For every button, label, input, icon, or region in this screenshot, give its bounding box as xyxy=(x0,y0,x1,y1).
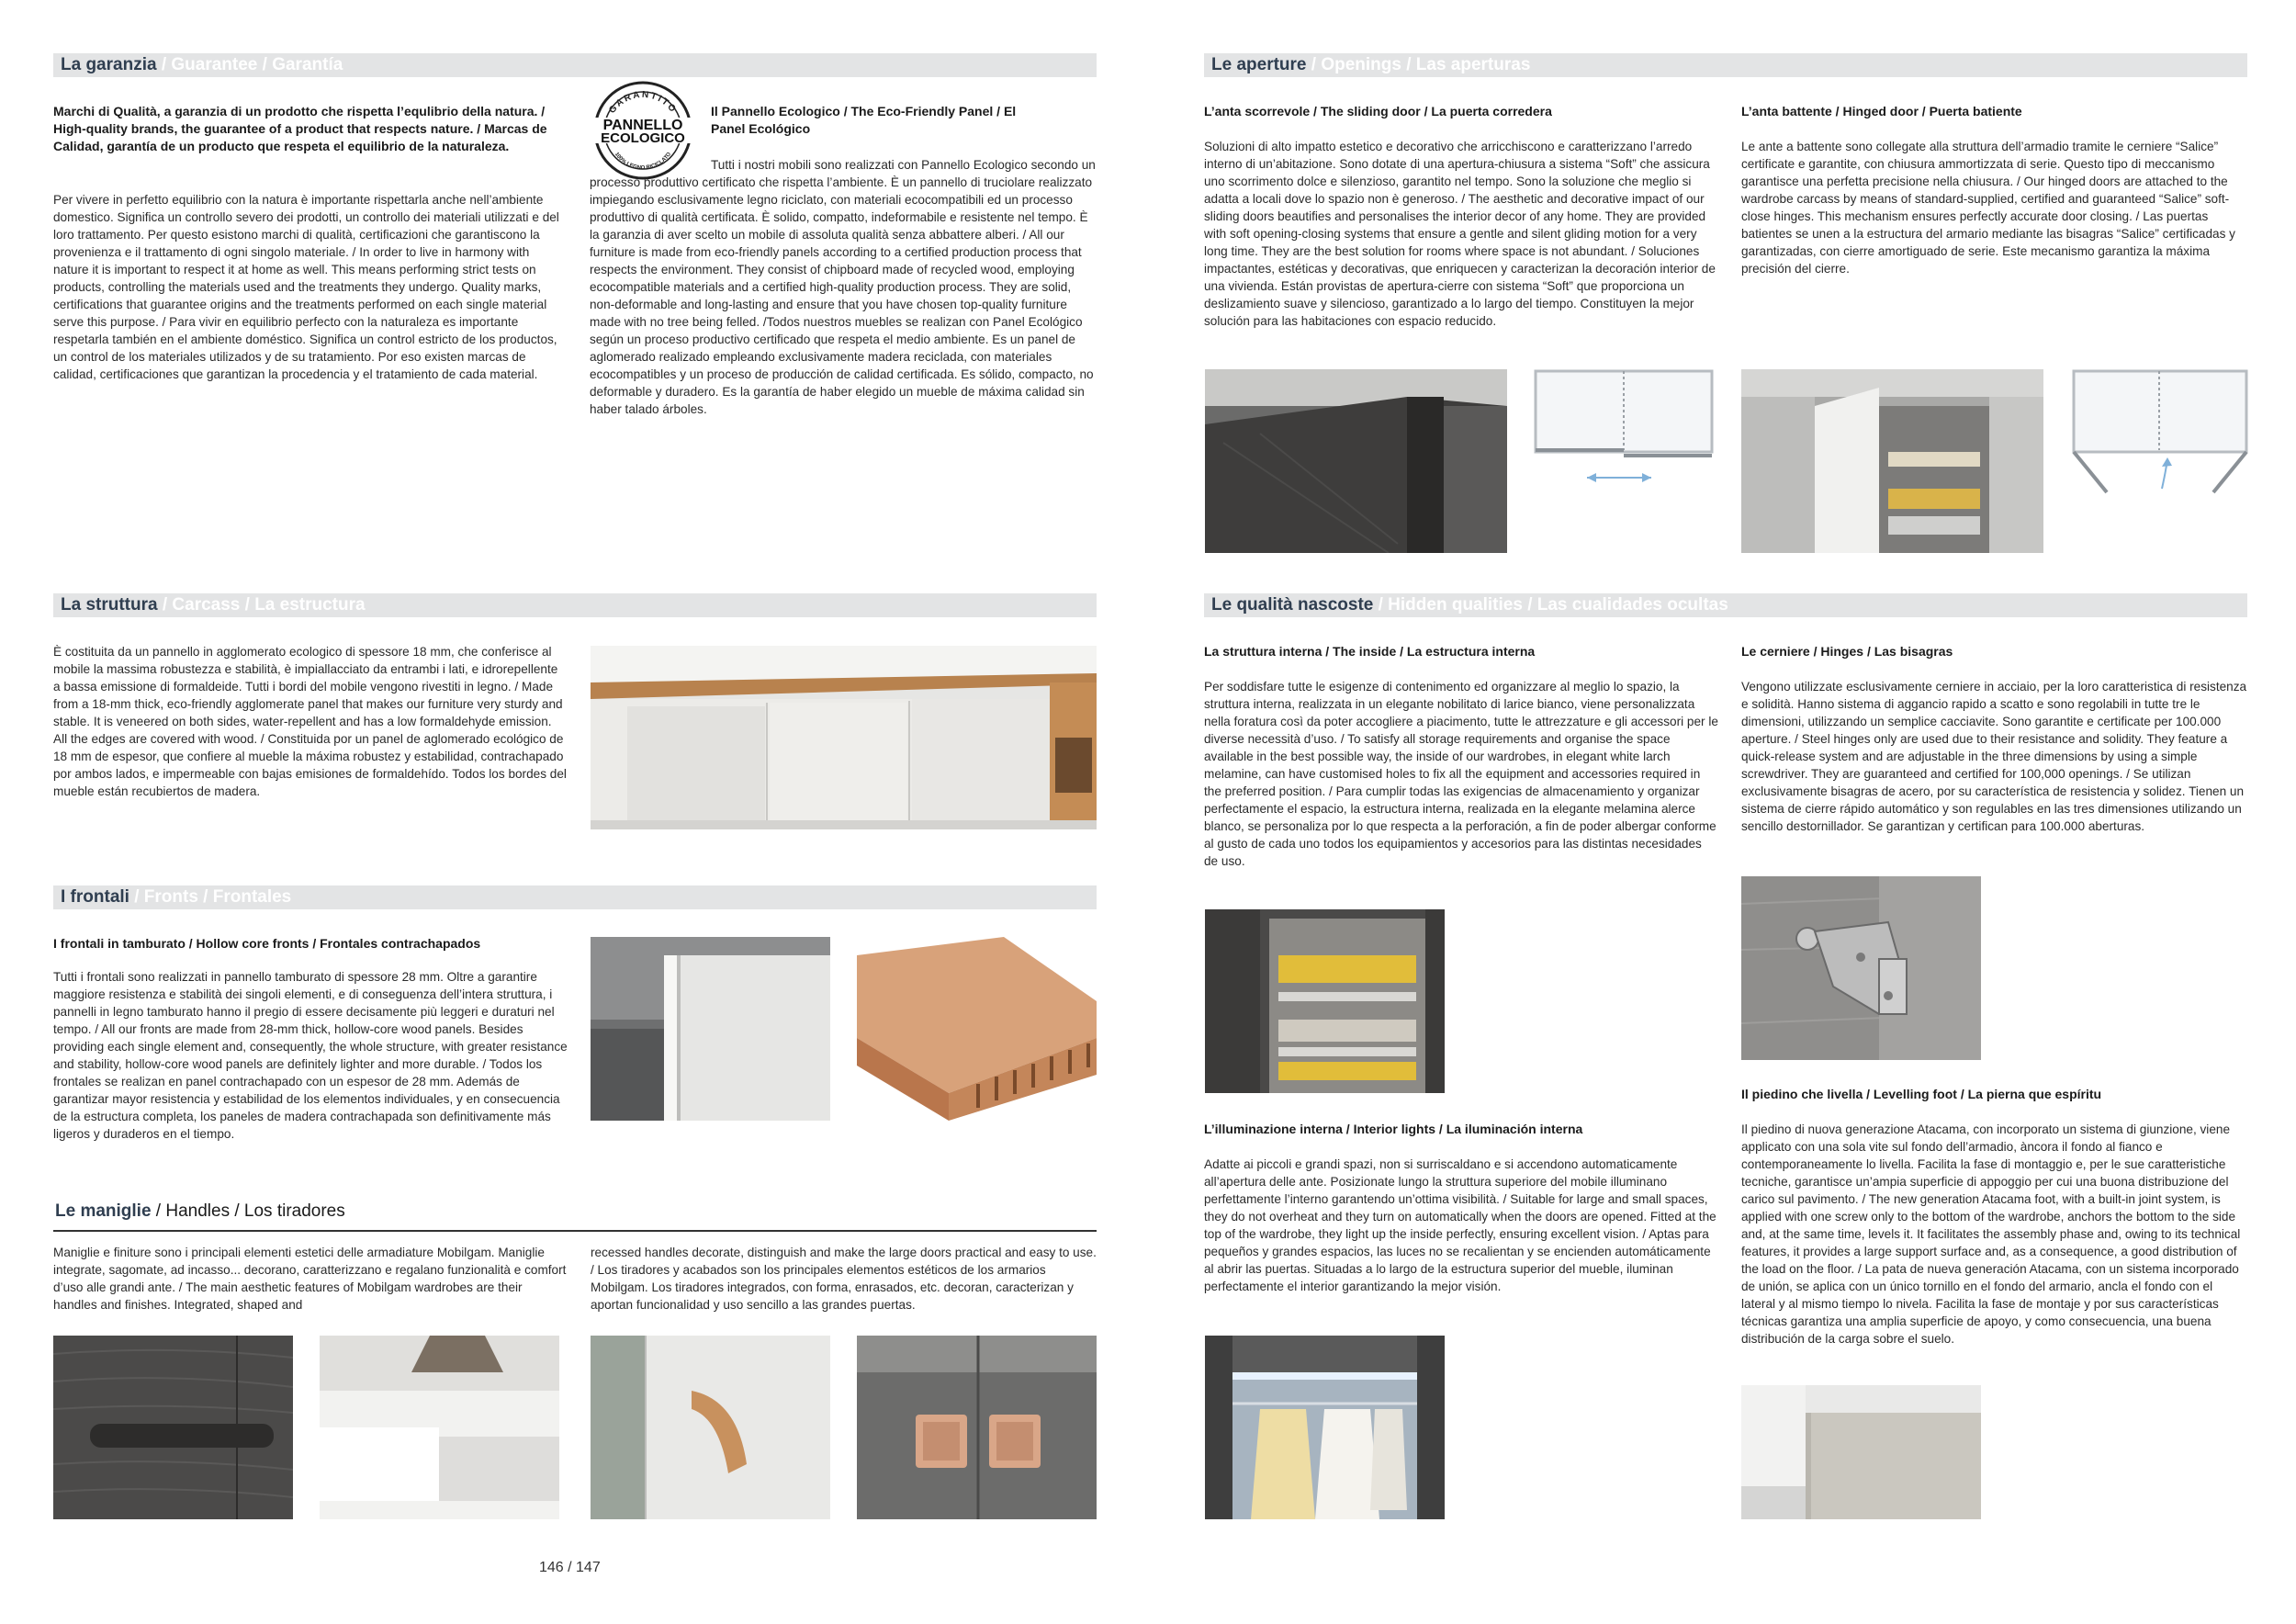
fronts-photo-edge xyxy=(591,937,830,1121)
lights-body: Adatte ai piccoli e grandi spazi, non si surriscaldano e si accendono automaticamente all’apertura delle ante. Posizionate lungo la struttura superiore del mobile illuminano perfettamente l’interno garantendo un’ottima visibilità. / Suitable for large and small spaces, they do not overheat and they turn on automatically when the doors are opened. Fitted at the top of the wardrobe, they light up the inside perfectly, ensuring excellent vision. / Aptas para pequeños y grandes espacios, las luces no se recalientan y se encienden automáticamente al abrir las puertas. Situadas a lo largo de la estructura superior del mueble, iluminan perfectamente el interior garantizando la mejor visión. xyxy=(1204,1157,1716,1293)
section-title-translation: / Fronts / Frontales xyxy=(129,887,292,907)
section-title: La struttura xyxy=(61,595,158,615)
fronts-subtitle: I frontali in tamburato / Hollow core fronts / Frontales contrachapados xyxy=(53,936,481,951)
handle-photo-4 xyxy=(857,1336,1097,1519)
sliding-door-title: L’anta scorrevole / The sliding door / La puerta corredera xyxy=(1204,104,1552,118)
section-bar-openings xyxy=(1204,53,2247,77)
inside-body: Per soddisfare tutte le esigenze di contenimento ed organizzare al meglio lo spazio, la struttura interna, realizzata in un elegante nobilitato di larice bianco, viene personalizzata nella foratura così da poter accogliere a piacimento, tutte le attrezzature e gli accessori per le diverse necessità d’uso. / To satisfy all storage requirements and organise the space available in the best possible way, the inside of our wardrobes, in elegant white larch melamine, can have customised holes to fix all the equipment and accessories required in the preferred position. / Para cumplir todas las exigencias de almacenamiento y organizar perfectamente el espacio, la estructura interna, realizada en la elegante melamina alerce blanco, se personaliza por lo que respecta a la perforación, a fin de poder albergar conforme al gusto de cada uno todos los equipamientos y accesorios para las distintas necesidades de uso. xyxy=(1204,680,1718,868)
section-title-translation: / Carcass / La estructura xyxy=(157,595,366,615)
sliding-door-body: Soluzioni di alto impatto estetico e decorativo che arricchiscono e caratterizzano l’arredo interno di un’abitazione. Sono dotate di una apertura-chiusura a sistema “Soft” che assicura uno scorrimento dolce e silenzioso, garantito nel tempo. Sono la soluzione che meglio si adatta a locali dove lo spazio non è generoso. / The aesthetic and decorative impact of our sliding doors beautifies and personalises the interior decor of any home. They are provided with soft opening-closing systems that ensure a gentle and silent gliding motion for a very long time. They are the best solution for rooms where space is not abundant. / Soluciones impactantes, estéticas y decorativas, que enriquecen y caracterizan la decoración interior de una vivienda. Están provistas de apertura-cierre con sistema “Soft” que proporciona un deslizamiento suave y silencioso, garantizado a lo largo del tiempo. Constituyen la mejor solución para las habitaciones con espacio reducido. xyxy=(1204,140,1716,328)
section-title-translation: / Guarantee / Garantía xyxy=(156,55,343,74)
section-title-handles xyxy=(55,1201,345,1222)
section-bar-hidden-qualities xyxy=(1204,593,2247,617)
logo-line2: ECOLOGICO xyxy=(601,130,685,146)
section-title: Le qualità nascoste xyxy=(1211,595,1374,615)
fronts-body: Tutti i frontali sono realizzati in pannello tamburato di spessore 28 mm. Oltre a garantire maggiore resistenza e stabilità dei singoli elementi, e di conseguenza dell’intera struttura, i pannelli in legno tamburato hanno il pregio di essere decisamente più leggeri e duraturi nel tempo. / All our fronts are made from 28-mm thick, hollow-core wood panels. Besides providing each single element and, consequently, the whole structure, with greater resistance and stability, hollow-core wood panels are definitely lighter and more durable. / Todos los frontales se realizan en panel contrachapado con un espesor de 28 mm. Además de garantizar mayor resistencia y estabilidad de los elementos individuales, y en consecuencia de la estructura completa, los paneles de madera contrachapada son definitivamente más ligeros y duraderos en el tiempo. xyxy=(53,970,568,1141)
fronts-photo-honeycomb xyxy=(857,937,1097,1121)
hinges-title: Le cerniere / Hinges / Las bisagras xyxy=(1741,644,1953,659)
eco-panel-title: Il Pannello Ecologico / The Eco-Friendly Panel / El Panel Ecológico xyxy=(711,104,1017,136)
lights-title: L’illuminazione interna / Interior lights / La iluminación interna xyxy=(1204,1122,1583,1136)
levelling-foot-title: Il piedino che livella / Levelling foot / La pierna que espíritu xyxy=(1741,1087,2102,1101)
levelling-foot-body: Il piedino di nuova generazione Atacama, con incorporato un sistema di giunzione, viene applicato con una sola vite sul fondo dell’armadio, àncora il fondo al fianco e contemporaneamente lo livella. Facilita la fase di montaggio e, per le sue caratteristiche tecniche, garantisce un’ampia superficie di appoggio per cui una buona distribuzione del carico sul pavimento. / The new generation Atacama foot, with a built-in joint system, is applied with one screw only to the bottom of the wardrobe, anchors the bottom to the side and, at the same time, levels it. It facilitates the assembly phase and, owing to its technical features, it provides a large support surface and, as a consequence, a good distribution of the load on the floor. / La pata de nueva generación Atacama, con un sistema incorporado de unión, se aplica con un único tornillo en el fondo del armario, ancla el fondo con el lateral y al mismo tiempo lo nivela. Facilita la fase de montaje y por sus características técnicas garantiza una amplia superficie de apoyo, y como consecuencia, una buena distribución de la carga sobre el suelo. xyxy=(1741,1122,2241,1346)
inside-title: La struttura interna / The inside / La estructura interna xyxy=(1204,644,1536,659)
handle-photo-2 xyxy=(320,1336,559,1519)
guarantee-body: Per vivere in perfetto equilibrio con la natura è importante rispettarla anche nell’ambiente domestico. Significa un controllo severo dei prodotti, un controllo dei materiali utilizzati e del loro trattamento. Per questo esistono marchi di qualità, certificazioni che garantiscono la provenienza e il trattamento di ogni singolo materiale. / In order to live in harmony with nature it is important to respect it at home as well. This means performing strict tests on products, controlling the materials used and the treatments they undergo. Quality marks, certifications that guarantee origins and the treatments performed on each single material serve this purpose. / Para vivir en equilibrio perfecto con la naturaleza es importante respetarla también en el ambiente doméstico. Significa un control estricto de los productos, un control de los materiales utilizados y de su tratamiento. Por eso existen marcas de calidad, certificaciones que garantizan la procedencia y el tratamiento de cada material. xyxy=(53,193,559,381)
logo-ring-text: GARANTITO xyxy=(607,89,679,116)
logo-line1: PANNELLO xyxy=(602,118,683,133)
levelling-foot-photo xyxy=(1741,1385,1981,1519)
page-numbers: 146 / 147 xyxy=(539,1560,601,1575)
inside-photo xyxy=(1205,909,1445,1093)
carcass-body: È costituita da un pannello in agglomerato ecologico di spessore 18 mm, che conferisce al mobile la massima robustezza e stabilità, è impiallacciato da entrambi i lati, e idrorepellente a bassa emissione di formaldeide. Tutti i bordi del mobile vengono rivestiti in legno. / Made from a 18-mm thick, eco-friendly agglomerate panel that makes our furniture very sturdy and stable. It is veneered on both sides, water-repellent and has a low formaldehyde emission. All the edges are covered with wood. / Constituida por un panel de aglomerado ecológico de 18 mm de espesor, que confiere al mueble la máxima robustez y estabilidad, contrachapado por ambos lados, e impermeable con bajas emisiones de formaldehído. Todos los bordes del mueble están recubiertos de madera. xyxy=(53,645,567,798)
section-bar-guarantee xyxy=(53,53,1097,77)
logo-bottom-text: 100% LEGNO RICICLATO xyxy=(613,152,673,172)
handle-photo-3 xyxy=(591,1336,830,1519)
section-title: La garanzia xyxy=(61,55,157,74)
hinged-door-diagram xyxy=(2070,369,2249,507)
guarantee-lead: Marchi di Qualità, a garanzia di un prodotto che rispetta l’equlibrio della natura. / High-quality brands, the guarantee of a product that respects nature. / Marcas de Calidad, garantía de un producto que respeta el equilibrio de la naturaleza. xyxy=(53,104,547,153)
lights-photo xyxy=(1205,1336,1445,1519)
section-title: I frontali xyxy=(61,887,129,907)
section-bar-fronts xyxy=(53,885,1097,909)
handle-photo-1 xyxy=(53,1336,293,1519)
hinge-photo xyxy=(1741,876,1981,1060)
handles-body-left: Maniglie e finiture sono i principali elementi estetici delle armadiature Mobilgam. Maniglie integrate, sagomate, ad incasso... decorano, caratterizzano e regalano funzionalità e comfort d’uso alle grandi ante. / The main aesthetic features of Mobilgam wardrobes are their handles and finishes. Integrated, shaped and xyxy=(53,1246,567,1312)
eco-panel-body: Tutti i nostri mobili sono realizzati con Pannello Ecologico secondo un processo produttivo certificato che rispetta l’ambiente. È un pannello di truciolare realizzato impiegando esclusivamente legno riciclato, con materiali ecocompatibili ed un processo produttivo di qualità certificata. È solido, compatto, indeformabile e resistente nel tempo. È la garanzia di aver scelto un mobile di assoluta qualità senza abbattere alberi. / All our furniture is made from eco-friendly panels according to a certified production process that respects the environment. They consist of chipboard made of recycled wood, employing ecocompatible materials and a certified high-quality production process. They are solid, non-deformable and long-lasting and ensure that you have chosen top-quality furniture made with no tree being felled. /Todos nuestros muebles se realizan con Panel Ecológico según un proceso productivo certificado que respeta el medio ambiente. Es un panel de aglomerado realizado empleando exclusivamente madera reciclada, con materiales ecocompatibles y un proceso de producción de calidad certificada. Es sólido, compacto, no deformable y duradero. Es la garantía de haber elegido un mueble de máxima calidad sin haber talado árboles. xyxy=(590,158,1096,416)
section-title-translation: / Openings / Las aperturas xyxy=(1306,55,1531,74)
hinges-body: Vengono utilizzate esclusivamente cerniere in acciaio, per la loro caratteristica di resistenza e solidità. Hanno sistema di aggancio rapido a scatto e sono regolabili in tutte tre le dimensioni, utilizzando un semplice cacciavite. Sono garantite e certificate per 100.000 aperture. / Steel hinges only are used due to their resistance and solidity. They feature a quick-release system and are adjustable in the three dimensions by using a simple screwdriver. They are guaranteed and certified for 100,000 openings. / Se utilizan exclusivamente bisagras de acero, por su característica de resistencia y solidez. Tienen un sistema de cierre rápido automático y son regulables en las tres dimensiones utilizando un sencillo destornillador. Se garantizan y certifican para 100.000 aberturas. xyxy=(1741,680,2247,833)
sliding-door-diagram xyxy=(1532,369,1716,498)
hinged-door-body: Le ante a battente sono collegate alla struttura dell’armadio tramite le cerniere “Salice” certificate e garantite, con chiusura ammortizzata di serie. Questo tipo di meccanismo garantisce una perfetta precisione nella chiusura. / Our hinged doors are attached to the wardrobe carcass by means of standard-supplied, certified and guaranteed “Salice” soft-close hinges. This mechanism ensures perfectly accurate door closing. / Las puertas batientes se unen a la estructura del armario mediante las bisagras “Salice” certificadas y garantizadas, con cierre amortiguado de serie. Este mecanismo garantiza la máxima precisión del cierre. xyxy=(1741,140,2235,276)
hinged-door-photo xyxy=(1741,369,2043,553)
hinged-door-title: L’anta battente / Hinged door / Puerta batiente xyxy=(1741,104,2022,118)
section-title-translation: / Handles / Los tiradores xyxy=(151,1201,345,1221)
section-title-translation: / Hidden qualities / Las cualidades ocultas xyxy=(1373,595,1728,615)
section-title: Le aperture xyxy=(1211,55,1307,74)
carcass-photo xyxy=(591,646,1097,829)
sliding-door-photo xyxy=(1205,369,1507,553)
handles-body-right: recessed handles decorate, distinguish and make the large doors practical and easy to use. / Los tiradores y acabados son los principales elementos estéticos de los armarios Mobilgam. Los tiradores integrados, con forma, enrasados, etc. decoran, caracterizan y aportan funcionalidad y uso sencillo a las grandes puertas. xyxy=(591,1246,1097,1312)
section-bar-carcass xyxy=(53,593,1097,617)
section-title: Le maniglie xyxy=(55,1201,152,1221)
handles-divider xyxy=(53,1230,1097,1232)
